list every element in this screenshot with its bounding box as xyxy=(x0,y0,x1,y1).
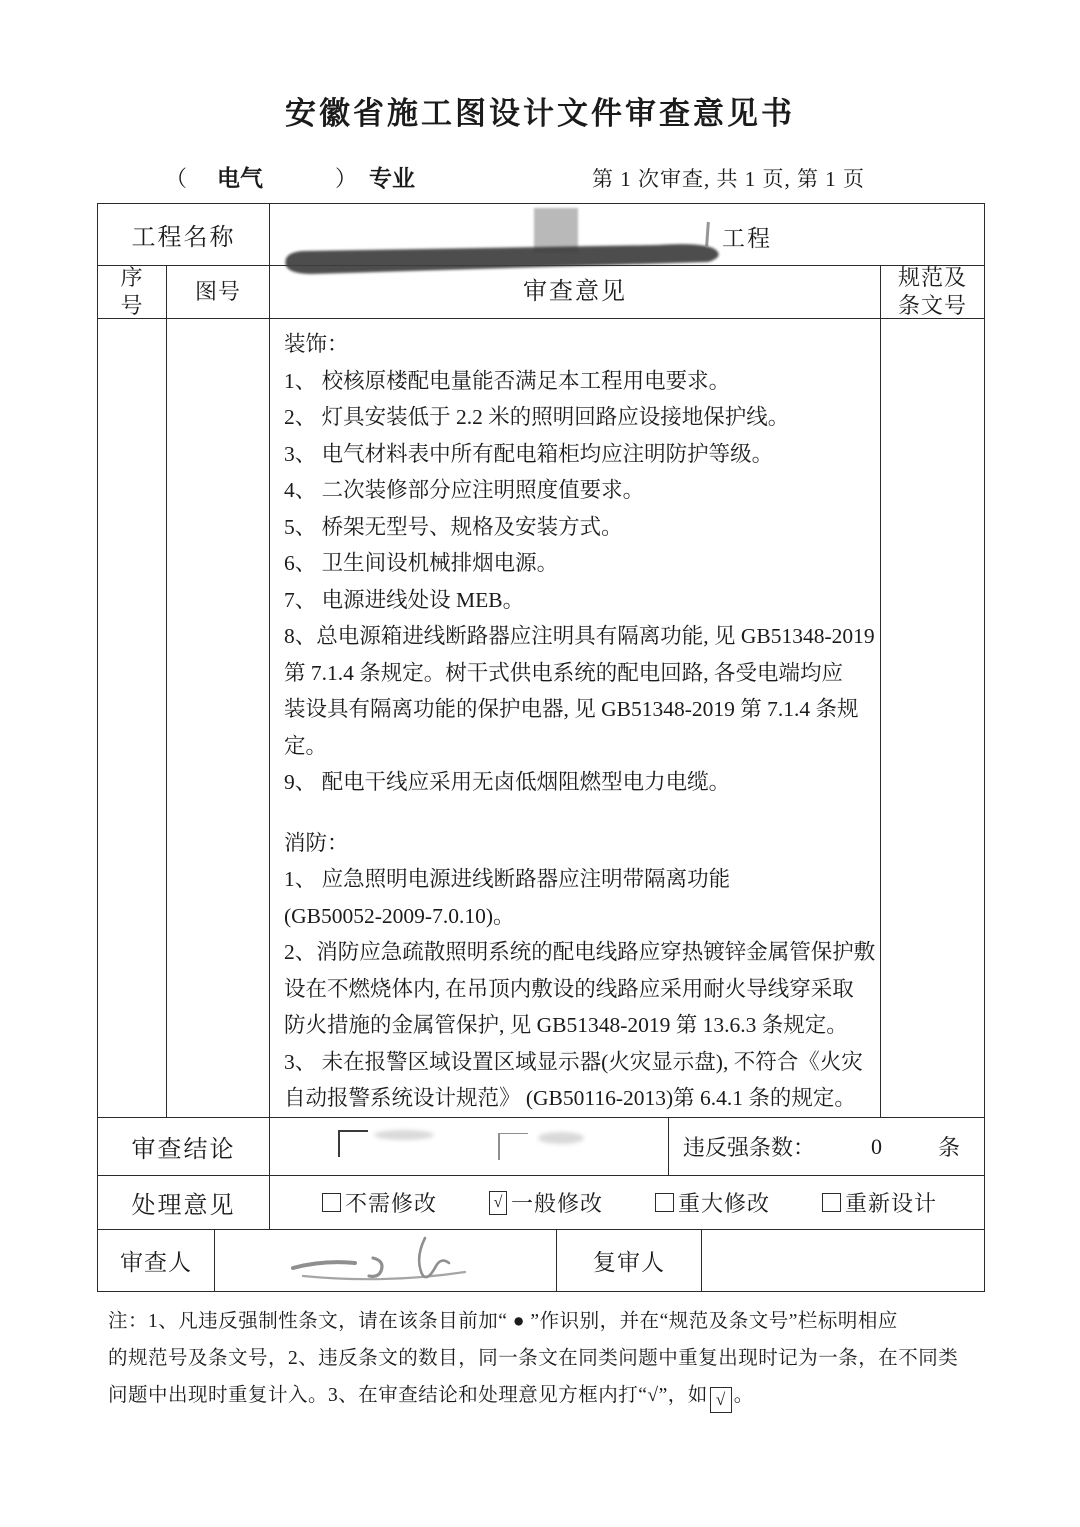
opinion-line: 2、消防应急疏散照明系统的配电线路应穿热镀锌金属管保护敷 xyxy=(284,940,876,964)
unchecked-checkbox[interactable] xyxy=(655,1193,674,1212)
opinion-line: 2、 灯具安装低于 2.2 米的照明回路应设接地保护线。 xyxy=(284,405,790,429)
disposition-option[interactable] xyxy=(822,1187,937,1218)
opinion-section xyxy=(284,825,876,1117)
column-header-seq: 序 号 xyxy=(120,265,144,318)
disposition-options xyxy=(269,1176,984,1229)
opinion-line: 自动报警系统设计规范》 (GB50116-2013)第 6.4.1 条的规定。 xyxy=(284,1086,856,1110)
checkmark-box-example: √ xyxy=(710,1387,732,1413)
opinion-line: 4、 二次装修部分应注明照度值要求。 xyxy=(284,478,645,502)
footnote-suffix: 。 xyxy=(733,1385,754,1406)
project-name-visible-suffix: 工程 xyxy=(722,226,772,251)
page-title: 安徽省施工图设计文件审查意见书 xyxy=(285,96,795,131)
review-form-table xyxy=(97,203,985,1292)
conclusion-row xyxy=(98,1117,984,1175)
seq-cell-empty xyxy=(98,319,166,1117)
opinion-line: 防火措施的金属管保护, 见 GB51348-2019 第 13.6.3 条规定。 xyxy=(284,1013,848,1037)
opinion-line: 定。 xyxy=(284,733,328,758)
disposition-option[interactable] xyxy=(489,1187,603,1218)
disposition-option-label: 重大修改 xyxy=(678,1191,771,1216)
opinion-section xyxy=(284,326,875,801)
column-header-drawing: 图号 xyxy=(166,266,269,318)
unchecked-checkbox[interactable] xyxy=(322,1193,341,1212)
specialty-value: 电气 xyxy=(217,165,263,191)
opinion-line: 1、 应急照明电源进线断路器应注明带隔离功能 xyxy=(284,867,731,891)
opinion-line: 3、 未在报警区域设置区域显示器(火灾显示盘), 不符合《火灾 xyxy=(284,1049,863,1074)
footnote-line: 问题中出现时重复计入。3、在审查结论和处理意见方框内打“√”，如 √ 。 xyxy=(108,1377,988,1414)
disposition-row xyxy=(98,1175,984,1229)
reviewer-signature-cell xyxy=(214,1230,556,1291)
opinion-line: 7、 电源进线处设 MEB。 xyxy=(284,587,525,612)
drawing-no-cell-empty xyxy=(166,319,269,1117)
review-count-info: 第 1 次审查, 共 1 页, 第 1 页 xyxy=(592,167,865,191)
column-header-opinion: 审查意见 xyxy=(269,266,880,318)
specialty-paren-open: （ xyxy=(165,166,188,191)
violations-unit: 条 xyxy=(937,1135,960,1160)
violations-label: 违反强条数： xyxy=(683,1135,816,1160)
handwritten-signature xyxy=(275,1232,505,1290)
unchecked-checkbox[interactable] xyxy=(822,1193,841,1212)
footnote xyxy=(108,1303,988,1414)
disposition-option-label: 不需修改 xyxy=(345,1191,438,1216)
opinion-line: 5、 桥架无型号、规格及安装方式。 xyxy=(284,514,623,539)
opinion-line: 第 7.1.4 条规定。树干式供电系统的配电回路, 各受电端均应 xyxy=(284,660,844,685)
project-name-label: 工程名称 xyxy=(131,225,236,251)
black-redaction-smudge xyxy=(278,242,728,278)
redacted-checkbox-mark xyxy=(338,1130,368,1157)
code-cell-empty xyxy=(880,319,984,1117)
opinion-line: 6、 卫生间设机械排烟电源。 xyxy=(284,551,559,575)
disposition-option-label: 一般修改 xyxy=(511,1191,604,1216)
checked-checkbox[interactable]: √ xyxy=(489,1191,507,1215)
second-reviewer-signature-cell xyxy=(701,1230,984,1291)
opinion-text-cell xyxy=(269,319,880,1117)
opinion-line: 设在不燃烧体内, 在吊顶内敷设的线路应采用耐火导线穿采取 xyxy=(284,976,854,1001)
violations-cell xyxy=(668,1118,984,1175)
signature-row xyxy=(98,1229,984,1291)
opinion-content-row xyxy=(98,318,984,1117)
opinion-section-heading: 消防： xyxy=(284,830,349,855)
disposition-label: 处理意见 xyxy=(131,1193,236,1219)
opinion-line: 装设具有隔离功能的保护电器, 见 GB51348-2019 第 7.1.4 条规 xyxy=(284,697,859,721)
disposition-option[interactable] xyxy=(322,1187,437,1218)
conclusion-redacted-area xyxy=(269,1118,668,1175)
conclusion-label: 审查结论 xyxy=(131,1137,236,1163)
opinion-section-heading: 装饰： xyxy=(284,332,349,356)
erased-text-smear xyxy=(538,1132,584,1144)
second-reviewer-label: 复审人 xyxy=(556,1230,701,1291)
erased-text-smear xyxy=(374,1130,434,1140)
project-name-value xyxy=(269,204,984,265)
violations-count: 0 xyxy=(871,1133,882,1159)
footnote-line: 注：1、凡违反强制性条文，请在该条目前加“ ● ”作识别，并在“规范及条文号”栏标明相应 xyxy=(108,1311,898,1332)
footnote-line: 的规范号及条文号，2、违反条文的数目，同一条文在同类问题中重复出现时记为一条，在不同类 xyxy=(108,1348,959,1369)
reviewer-label: 审查人 xyxy=(120,1250,192,1275)
opinion-line: 3、 电气材料表中所有配电箱柜均应注明防护等级。 xyxy=(284,441,774,466)
opinion-line: 1、 校核原楼配电量能否满足本工程用电要求。 xyxy=(284,368,731,393)
redacted-checkbox-mark xyxy=(498,1133,528,1160)
subtitle-row xyxy=(97,160,985,194)
column-header-code: 规范及 条文号 xyxy=(880,266,984,318)
opinion-line: (GB50052-2009-7.0.10)。 xyxy=(284,903,515,928)
specialty-label: 专业 xyxy=(369,165,415,191)
opinion-line: 8、总电源箱进线断路器应注明具有隔离功能, 见 GB51348-2019 xyxy=(284,624,875,648)
project-name-row xyxy=(98,204,984,265)
disposition-option-label: 重新设计 xyxy=(845,1191,938,1216)
disposition-option[interactable] xyxy=(655,1187,770,1218)
specialty-paren-close: ） xyxy=(335,166,358,191)
opinion-line: 9、 配电干线应采用无卤低烟阻燃型电力电缆。 xyxy=(284,770,731,794)
